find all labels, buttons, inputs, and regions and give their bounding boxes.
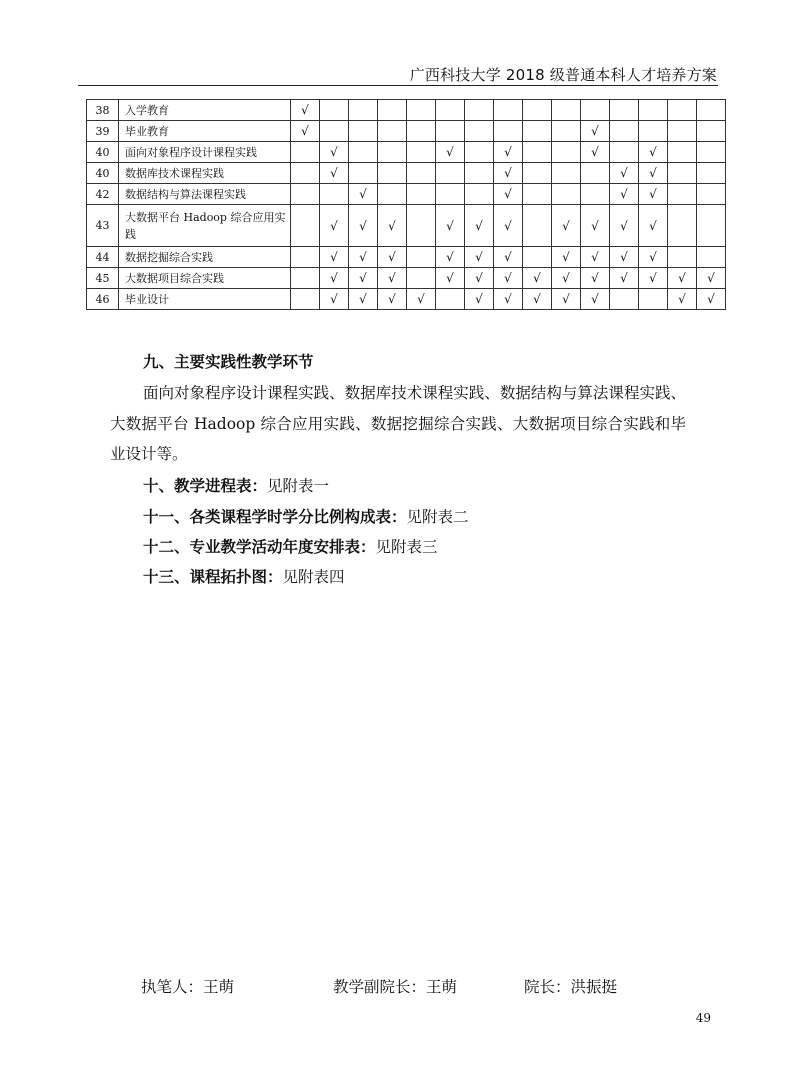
- section-9-heading: 九、主要实践性教学环节: [143, 353, 314, 371]
- empty-cell: [523, 184, 552, 205]
- empty-cell: [523, 205, 552, 247]
- empty-cell: [465, 100, 494, 121]
- course-name-cell: 面向对象程序设计课程实践: [119, 142, 291, 163]
- check-mark-cell: √: [494, 184, 523, 205]
- check-mark-cell: √: [494, 205, 523, 247]
- check-mark-cell: √: [465, 268, 494, 289]
- check-mark-cell: √: [610, 247, 639, 268]
- check-mark-cell: √: [320, 268, 349, 289]
- item-13-label: 十三、课程拓扑图：: [143, 568, 283, 586]
- check-mark-cell: √: [581, 205, 610, 247]
- check-mark-cell: √: [697, 268, 726, 289]
- empty-cell: [378, 142, 407, 163]
- empty-cell: [697, 142, 726, 163]
- check-mark-cell: √: [291, 121, 320, 142]
- check-mark-cell: √: [494, 163, 523, 184]
- empty-cell: [291, 247, 320, 268]
- check-mark-cell: √: [378, 247, 407, 268]
- table-row: [87, 289, 726, 310]
- table-row: [87, 247, 726, 268]
- check-mark-cell: √: [494, 247, 523, 268]
- check-mark-cell: √: [407, 289, 436, 310]
- empty-cell: [436, 100, 465, 121]
- empty-cell: [349, 142, 378, 163]
- empty-cell: [697, 247, 726, 268]
- table-row: [87, 205, 726, 247]
- empty-cell: [552, 121, 581, 142]
- empty-cell: [407, 205, 436, 247]
- check-mark-cell: √: [494, 142, 523, 163]
- empty-cell: [349, 121, 378, 142]
- empty-cell: [697, 163, 726, 184]
- matrix-body: [87, 100, 726, 310]
- check-mark-cell: √: [378, 289, 407, 310]
- check-mark-cell: √: [581, 268, 610, 289]
- empty-cell: [668, 142, 697, 163]
- empty-cell: [291, 289, 320, 310]
- check-mark-cell: √: [436, 247, 465, 268]
- table-row: [87, 163, 726, 184]
- row-number-cell: 38: [87, 100, 119, 121]
- check-mark-cell: √: [349, 205, 378, 247]
- empty-cell: [610, 121, 639, 142]
- check-mark-cell: √: [465, 289, 494, 310]
- empty-cell: [291, 142, 320, 163]
- empty-cell: [581, 184, 610, 205]
- item-10: [143, 474, 329, 496]
- table-row: [87, 184, 726, 205]
- item-11-value: 见附表二: [406, 508, 469, 526]
- practice-matrix-table: [86, 99, 726, 310]
- check-mark-cell: √: [668, 289, 697, 310]
- check-mark-cell: √: [320, 142, 349, 163]
- check-mark-cell: √: [610, 184, 639, 205]
- item-10-value: 见附表一: [267, 477, 330, 495]
- check-mark-cell: √: [581, 289, 610, 310]
- check-mark-cell: √: [523, 289, 552, 310]
- empty-cell: [494, 121, 523, 142]
- check-mark-cell: √: [378, 268, 407, 289]
- table-row: [87, 268, 726, 289]
- check-mark-cell: √: [291, 100, 320, 121]
- check-mark-cell: √: [639, 205, 668, 247]
- empty-cell: [465, 163, 494, 184]
- check-mark-cell: √: [639, 247, 668, 268]
- section-9-body: 面向对象程序设计课程实践、数据库技术课程实践、数据结构与算法课程实践、大数据平台 Hadoop 综合应用实践、数据挖掘综合实践、大数据项目综合实践和毕业设计等。: [110, 384, 686, 463]
- check-mark-cell: √: [552, 289, 581, 310]
- empty-cell: [523, 142, 552, 163]
- check-mark-cell: √: [581, 121, 610, 142]
- empty-cell: [610, 289, 639, 310]
- check-mark-cell: √: [349, 184, 378, 205]
- empty-cell: [668, 121, 697, 142]
- check-mark-cell: √: [320, 205, 349, 247]
- course-name-cell: 毕业教育: [119, 121, 291, 142]
- empty-cell: [436, 163, 465, 184]
- item-11: [143, 505, 469, 527]
- item-13-value: 见附表四: [282, 568, 345, 586]
- empty-cell: [465, 184, 494, 205]
- empty-cell: [697, 121, 726, 142]
- empty-cell: [581, 100, 610, 121]
- empty-cell: [407, 121, 436, 142]
- course-name-cell: 大数据平台 Hadoop 综合应用实践: [119, 205, 291, 247]
- header-divider: [78, 85, 718, 86]
- empty-cell: [523, 100, 552, 121]
- check-mark-cell: √: [320, 247, 349, 268]
- item-12-value: 见附表三: [375, 538, 438, 556]
- empty-cell: [291, 184, 320, 205]
- check-mark-cell: √: [610, 205, 639, 247]
- check-mark-cell: √: [697, 289, 726, 310]
- check-mark-cell: √: [552, 268, 581, 289]
- empty-cell: [552, 100, 581, 121]
- course-name-cell: 入学教育: [119, 100, 291, 121]
- empty-cell: [697, 100, 726, 121]
- check-mark-cell: √: [581, 142, 610, 163]
- course-name-cell: 毕业设计: [119, 289, 291, 310]
- empty-cell: [320, 100, 349, 121]
- empty-cell: [407, 100, 436, 121]
- empty-cell: [291, 163, 320, 184]
- item-10-label: 十、教学进程表：: [143, 477, 268, 495]
- empty-cell: [639, 289, 668, 310]
- table-row: [87, 142, 726, 163]
- check-mark-cell: √: [378, 205, 407, 247]
- signature-vice-dean: 教学副院长：王萌: [333, 978, 458, 996]
- check-mark-cell: √: [465, 247, 494, 268]
- course-name-cell: 数据挖掘综合实践: [119, 247, 291, 268]
- empty-cell: [407, 247, 436, 268]
- empty-cell: [407, 184, 436, 205]
- empty-cell: [697, 205, 726, 247]
- empty-cell: [552, 142, 581, 163]
- table-row: [87, 100, 726, 121]
- check-mark-cell: √: [639, 184, 668, 205]
- empty-cell: [378, 163, 407, 184]
- row-number-cell: 45: [87, 268, 119, 289]
- check-mark-cell: √: [349, 268, 378, 289]
- empty-cell: [668, 163, 697, 184]
- empty-cell: [349, 100, 378, 121]
- empty-cell: [291, 205, 320, 247]
- item-11-label: 十一、各类课程学时学分比例构成表：: [143, 508, 407, 526]
- empty-cell: [523, 247, 552, 268]
- empty-cell: [407, 268, 436, 289]
- empty-cell: [668, 184, 697, 205]
- empty-cell: [436, 184, 465, 205]
- course-name-cell: 数据库技术课程实践: [119, 163, 291, 184]
- empty-cell: [320, 121, 349, 142]
- check-mark-cell: √: [610, 163, 639, 184]
- row-number-cell: 44: [87, 247, 119, 268]
- empty-cell: [668, 100, 697, 121]
- check-mark-cell: √: [523, 268, 552, 289]
- empty-cell: [639, 100, 668, 121]
- check-mark-cell: √: [436, 268, 465, 289]
- check-mark-cell: √: [465, 205, 494, 247]
- check-mark-cell: √: [639, 163, 668, 184]
- check-mark-cell: √: [494, 268, 523, 289]
- row-number-cell: 39: [87, 121, 119, 142]
- empty-cell: [349, 163, 378, 184]
- check-mark-cell: √: [320, 163, 349, 184]
- row-number-cell: 40: [87, 163, 119, 184]
- empty-cell: [552, 163, 581, 184]
- check-mark-cell: √: [436, 205, 465, 247]
- header-title: 广西科技大学 2018 级普通本科人才培养方案: [409, 66, 717, 84]
- check-mark-cell: √: [552, 205, 581, 247]
- check-mark-cell: √: [436, 142, 465, 163]
- check-mark-cell: √: [639, 142, 668, 163]
- empty-cell: [610, 142, 639, 163]
- empty-cell: [494, 100, 523, 121]
- empty-cell: [378, 100, 407, 121]
- empty-cell: [291, 268, 320, 289]
- signature-writer: 执笔人：王萌: [141, 978, 235, 996]
- course-name-cell: 数据结构与算法课程实践: [119, 184, 291, 205]
- row-number-cell: 43: [87, 205, 119, 247]
- empty-cell: [668, 247, 697, 268]
- empty-cell: [639, 121, 668, 142]
- check-mark-cell: √: [668, 268, 697, 289]
- empty-cell: [668, 205, 697, 247]
- course-name-cell: 大数据项目综合实践: [119, 268, 291, 289]
- empty-cell: [581, 163, 610, 184]
- check-mark-cell: √: [320, 289, 349, 310]
- item-13: [143, 565, 345, 587]
- item-12-label: 十二、专业教学活动年度安排表：: [143, 538, 376, 556]
- signature-dean: 院长：洪振挺: [524, 978, 618, 996]
- empty-cell: [610, 100, 639, 121]
- item-12: [143, 535, 438, 557]
- empty-cell: [436, 121, 465, 142]
- check-mark-cell: √: [552, 247, 581, 268]
- empty-cell: [378, 121, 407, 142]
- check-mark-cell: √: [494, 289, 523, 310]
- check-mark-cell: √: [349, 247, 378, 268]
- empty-cell: [523, 121, 552, 142]
- empty-cell: [407, 163, 436, 184]
- page-number: 49: [695, 1011, 711, 1025]
- empty-cell: [407, 142, 436, 163]
- empty-cell: [465, 121, 494, 142]
- empty-cell: [378, 184, 407, 205]
- check-mark-cell: √: [639, 268, 668, 289]
- check-mark-cell: √: [581, 247, 610, 268]
- empty-cell: [552, 184, 581, 205]
- empty-cell: [436, 289, 465, 310]
- empty-cell: [320, 184, 349, 205]
- check-mark-cell: √: [610, 268, 639, 289]
- row-number-cell: 40: [87, 142, 119, 163]
- table-row: [87, 121, 726, 142]
- empty-cell: [465, 142, 494, 163]
- row-number-cell: 46: [87, 289, 119, 310]
- check-mark-cell: √: [349, 289, 378, 310]
- empty-cell: [697, 184, 726, 205]
- row-number-cell: 42: [87, 184, 119, 205]
- empty-cell: [523, 163, 552, 184]
